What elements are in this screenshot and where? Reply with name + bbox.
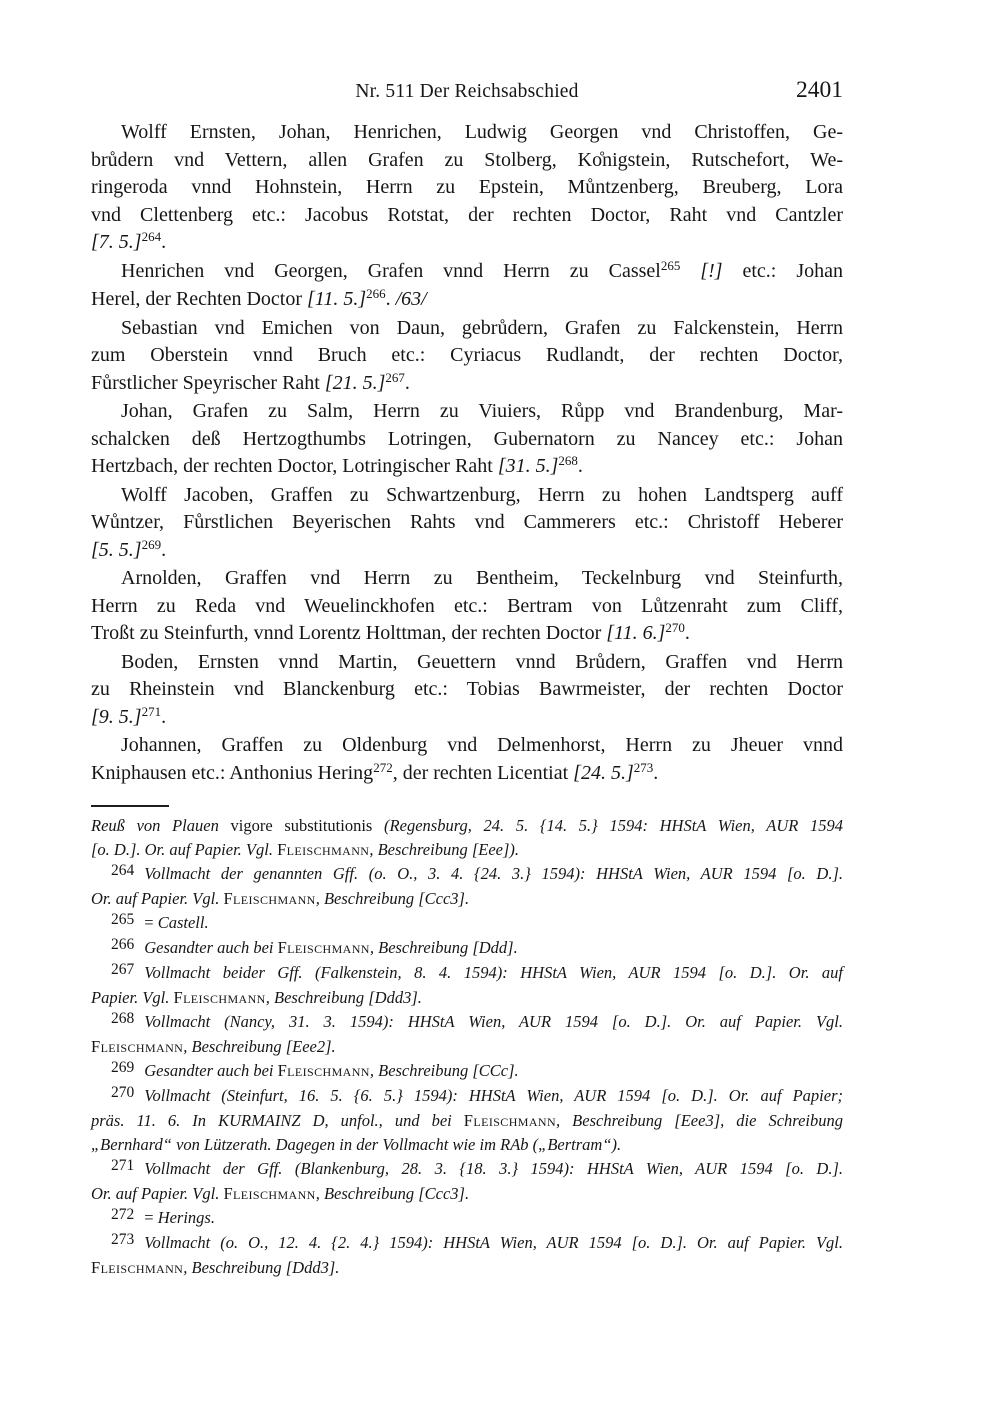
text-segment: etc.: Johan: [722, 259, 843, 282]
text-segment: , der rechten Licentiat: [392, 761, 574, 784]
text-segment: Herel, der Rechten Doctor: [91, 288, 308, 310]
text-line: [91, 202, 843, 230]
text-segment: .: [653, 761, 659, 784]
page-number: 2401: [796, 77, 843, 103]
text-segment: .: [404, 371, 410, 394]
body-text: [91, 119, 843, 788]
text-segment: [!]: [700, 259, 723, 282]
footnote-ref: 272: [373, 759, 393, 775]
author-smallcaps: Fleischmann: [277, 840, 370, 859]
text-segment: Vollmacht der genannten Gff. (o. O., 3. 4. {24. 3.} 1594): HHStA Wien, AUR 1594 [o. D.].: [144, 864, 843, 883]
text-segment: .: [684, 622, 690, 644]
text-segment: [9. 5.]: [91, 705, 142, 728]
text-segment: , Beschreibung [Ddd3].: [183, 1258, 340, 1277]
text-line: [91, 426, 843, 454]
header-title: Nr. 511 Der Reichsabschied: [355, 81, 579, 102]
text-segment: .: [161, 705, 167, 728]
text-line: [91, 1133, 843, 1157]
text-segment: .: [161, 231, 167, 253]
text-segment: Fůrstlicher Speyrischer Raht: [91, 371, 325, 394]
text-line: [91, 862, 843, 887]
text-segment: Vollmacht der Gff. (Blankenburg, 28. 3. {18. 3.} 1594): HHStA Wien, AUR 1594 [o. D.].: [144, 1159, 843, 1178]
author-smallcaps: Fleischmann: [223, 889, 316, 908]
text-segment: , Beschreibung [CCc].: [369, 1061, 519, 1080]
text-segment: [11. 6.]: [606, 622, 666, 644]
text-line: [91, 986, 843, 1010]
text-line: [91, 1010, 843, 1035]
text-segment: , Beschreibung [Eee]).: [369, 840, 520, 859]
text-segment: [7. 5.]: [91, 231, 142, 253]
text-segment: schalcken deß Hertzogthumbs Lotringen, Gubernatorn zu Nancey etc.: Johan: [91, 427, 843, 450]
author-smallcaps: Fleischmann: [463, 1111, 557, 1130]
footnote-ref: 270: [665, 620, 685, 635]
text-segment: [11. 5.]: [307, 288, 367, 310]
text-segment: Papier. Vgl.: [91, 988, 174, 1007]
footnote-ref: 267: [385, 369, 405, 385]
footnotes: [91, 814, 843, 1280]
footnote: [91, 862, 843, 911]
text-segment: Vollmacht (o. O., 12. 4. {2. 4.} 1594): HHStA Wien, AUR 1594 [o. D.]. Or. auf Papier. Vgl.: [144, 1233, 843, 1252]
author-smallcaps: Fleischmann: [173, 988, 266, 1007]
footnote-divider: [91, 805, 169, 807]
paragraph: [91, 398, 843, 482]
footnote-number: 269: [111, 1059, 135, 1076]
footnote: [91, 1059, 843, 1084]
footnote-ref: 268: [558, 453, 578, 468]
footnote-number: 267: [111, 961, 135, 978]
text-segment: Sebastian vnd Emichen von Daun, gebrůdern, Grafen zu Falckenstein, Herrn: [121, 316, 843, 339]
footnote-number: 266: [111, 936, 135, 953]
text-line: [91, 1059, 843, 1084]
footnote-ref: 273: [633, 759, 654, 775]
text-line: [91, 119, 843, 147]
text-line: [91, 704, 843, 733]
paragraph: [91, 732, 843, 788]
text-line: [91, 229, 843, 258]
author-smallcaps: Fleischmann: [223, 1184, 316, 1203]
footnote: [91, 1084, 843, 1157]
text-segment: Gesandter auch bei: [144, 938, 278, 957]
text-segment: /63/: [395, 288, 427, 310]
footnote: [91, 936, 843, 961]
text-line: [91, 649, 843, 677]
text-segment: zu Rheinstein vnd Blanckenburg etc.: Tobias Bawrmeister, der rechten Doctor: [91, 678, 843, 700]
text-line: [91, 286, 843, 315]
text-segment: Boden, Ernsten vnnd Martin, Geuettern vnnd Brůdern, Graffen vnd Herrn: [121, 650, 843, 673]
text-segment: [31. 5.]: [497, 455, 559, 477]
text-segment: vigore substitutionis: [218, 816, 385, 835]
text-segment: (Regensburg, 24. 5. {14. 5.} 1594: HHStA Wien, AUR 1594: [384, 816, 844, 835]
footnote-number: 270: [111, 1084, 135, 1101]
text-segment: .: [577, 455, 583, 477]
footnote-number: 273: [111, 1231, 135, 1248]
author-smallcaps: Fleischmann: [277, 938, 370, 957]
text-segment: „Bernhard“ von Lützerath. Dagegen in der Vollmacht wie im RAb („Bertram“).: [91, 1135, 622, 1154]
text-segment: Vollmacht (Steinfurt, 16. 5. {6. 5.} 1594): HHStA Wien, AUR 1594 [o. D.]. Or. auf Papier;: [144, 1086, 843, 1105]
text-segment: , Beschreibung [Ddd].: [369, 938, 518, 957]
text-line: [91, 315, 843, 343]
text-segment: , Beschreibung [Ccc3].: [315, 1184, 470, 1203]
text-segment: vnd Clettenberg etc.: Jacobus Rotstat, der rechten Doctor, Raht vnd Cantzler: [91, 203, 843, 226]
text-segment: zum Oberstein vnnd Bruch etc.: Cyriacus Rudlandt, der rechten Doctor,: [91, 344, 843, 366]
text-line: [91, 732, 843, 760]
footnote-number: 271: [111, 1157, 135, 1174]
text-line: [91, 1231, 843, 1256]
text-line: [91, 676, 843, 704]
text-segment: Gesandter auch bei: [144, 1061, 278, 1080]
text-segment: , Beschreibung [Eee2].: [183, 1037, 336, 1056]
text-segment: präs. 11. 6. In KURMAINZ D, unfol., und bei: [91, 1111, 464, 1130]
text-segment: =: [144, 913, 158, 932]
text-segment: Herrn zu Reda vnd Weuelinckhofen etc.: Bertram von Lůtzenraht zum Cliff,: [91, 594, 843, 617]
text-segment: Vollmacht beider Gff. (Falkenstein, 8. 4. 1594): HHStA Wien, AUR 1594 [o. D.]. Or. auf: [144, 963, 843, 982]
text-segment: Kniphausen etc.: Anthonius Hering: [91, 761, 374, 784]
footnote-ref: 271: [141, 703, 162, 719]
footnote: [91, 1010, 843, 1059]
text-segment: , Beschreibung [Eee3], die Schreibung: [556, 1111, 843, 1130]
text-line: [91, 1084, 843, 1109]
text-segment: Reuß von Plauen: [91, 816, 219, 835]
text-segment: , Beschreibung [Ccc3].: [315, 889, 470, 908]
text-segment: .: [161, 538, 167, 561]
footnote-number: 268: [111, 1010, 135, 1027]
text-line: [91, 814, 843, 838]
paragraph: [91, 565, 843, 649]
text-line: [91, 1182, 843, 1206]
footnote: [91, 961, 843, 1010]
text-line: [91, 509, 843, 537]
paragraph: [91, 258, 843, 315]
text-line: [91, 936, 843, 961]
text-line: [91, 1206, 843, 1231]
author-smallcaps: Fleischmann: [91, 1037, 184, 1056]
text-line: [91, 1157, 843, 1182]
text-line: [91, 1256, 843, 1280]
paragraph: [91, 315, 843, 399]
text-segment: Troßt zu Steinfurth, vnnd Lorentz Holttman, der rechten Doctor: [91, 622, 607, 644]
text-line: [91, 147, 843, 175]
text-segment: Johannen, Graffen zu Oldenburg vnd Delmenhorst, Herrn zu Jheuer vnnd: [121, 734, 843, 756]
text-line: [91, 620, 843, 649]
footnote: [91, 1206, 843, 1231]
text-line: [91, 174, 843, 202]
text-segment: Wolff Ernsten, Johan, Henrichen, Ludwig Georgen vnd Christoffen, Ge-: [121, 121, 843, 143]
paragraph: [91, 649, 843, 733]
text-line: [91, 370, 843, 399]
text-segment: [21. 5.]: [324, 371, 386, 394]
text-line: [91, 593, 843, 621]
text-line: [91, 453, 843, 482]
text-segment: Herings.: [157, 1208, 215, 1227]
text-segment: Wolff Jacoben, Graffen zu Schwartzenburg, Herrn zu hohen Landtsperg auff: [121, 483, 843, 506]
text-line: [91, 342, 843, 370]
text-line: [91, 961, 843, 986]
text-segment: Wůntzer, Fůrstlichen Beyerischen Rahts vnd Cammerers etc.: Christoff Heberer: [91, 511, 843, 533]
text-segment: .: [385, 288, 396, 310]
text-line: [91, 760, 843, 789]
footnote-ref: 266: [366, 286, 386, 301]
text-segment: , Beschreibung [Ddd3].: [265, 988, 422, 1007]
footnote-number: 265: [111, 911, 135, 928]
text-line: [91, 537, 843, 566]
author-smallcaps: Fleischmann: [91, 1258, 184, 1277]
footnote-ref: 264: [141, 229, 162, 244]
text-line: [91, 1109, 843, 1133]
text-line: [91, 887, 843, 911]
author-smallcaps: Fleischmann: [277, 1061, 370, 1080]
text-segment: [24. 5.]: [573, 761, 634, 784]
text-line: [91, 565, 843, 593]
text-line: [91, 911, 843, 936]
text-segment: Castell.: [157, 913, 209, 932]
text-segment: brůdern vnd Vettern, allen Grafen zu Stolberg, Ko̊nigstein, Rutschefort, We-: [91, 148, 843, 171]
text-segment: [5. 5.]: [91, 538, 142, 561]
text-segment: Johan, Grafen zu Salm, Herrn zu Viuiers, Růpp vnd Brandenburg, Mar-: [121, 400, 843, 422]
text-segment: [680, 260, 700, 282]
footnote: [91, 814, 843, 862]
footnote-ref: 269: [141, 536, 162, 552]
text-segment: Hertzbach, der rechten Doctor, Lotringischer Raht: [91, 455, 498, 477]
paragraph: [91, 119, 843, 258]
text-segment: Or. auf Papier. Vgl.: [91, 889, 224, 908]
text-segment: Henrichen vnd Georgen, Grafen vnnd Herrn zu Cassel: [121, 259, 661, 282]
footnote: [91, 911, 843, 936]
running-header: [91, 77, 843, 107]
text-segment: Vollmacht (Nancy, 31. 3. 1594): HHStA Wien, AUR 1594 [o. D.]. Or. auf Papier. Vgl.: [144, 1012, 843, 1031]
footnote: [91, 1157, 843, 1206]
text-segment: ringeroda vnnd Hohnstein, Herrn zu Epstein, Můntzenberg, Breuberg, Lora: [91, 176, 843, 198]
text-line: [91, 258, 843, 287]
footnote-number: 264: [111, 862, 135, 879]
page-content: [91, 77, 844, 1280]
footnote-number: 272: [111, 1206, 135, 1223]
text-line: [91, 838, 843, 862]
text-segment: Arnolden, Graffen vnd Herrn zu Bentheim, Teckelnburg vnd Steinfurth,: [121, 567, 843, 589]
footnote: [91, 1231, 843, 1280]
text-segment: [o. D.]. Or. auf Papier. Vgl.: [91, 840, 278, 859]
text-line: [91, 1035, 843, 1059]
footnote-ref: 265: [660, 257, 681, 273]
paragraph: [91, 482, 843, 566]
text-segment: =: [144, 1208, 158, 1227]
text-line: [91, 398, 843, 426]
text-segment: Or. auf Papier. Vgl.: [91, 1184, 224, 1203]
text-line: [91, 482, 843, 510]
